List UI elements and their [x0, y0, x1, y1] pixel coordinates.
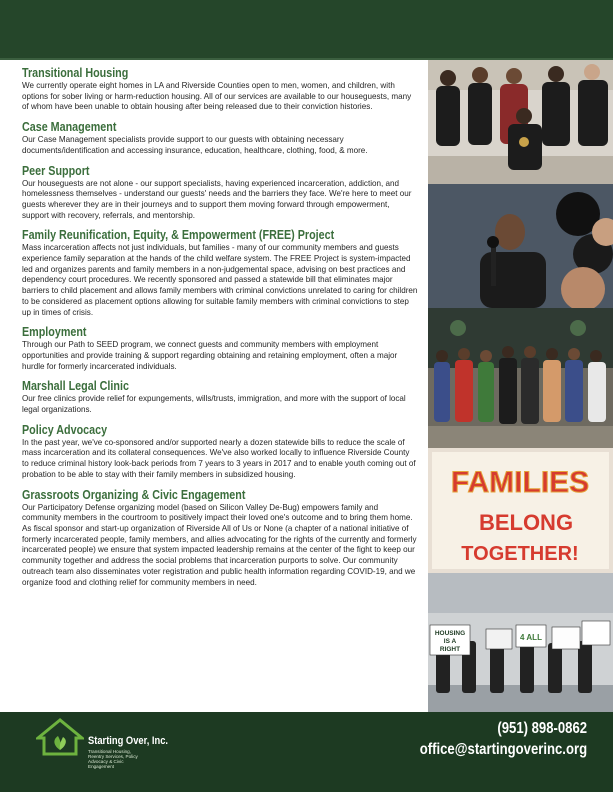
section-body-policy-advocacy: In the past year, we've co-sponsored and/or supported nearly a dozen statewide bills to reduce the scale of mass incarceration and its collateral consequences. We've also worked locally to influence Riverside County to reduce criminal history look-back periods from 7 years to 3 years in 2017 and to enable youth coming out of probation to be able to stay with their family members in subsidized housing. — [22, 437, 416, 479]
speaker-photo — [428, 184, 613, 308]
section-body-employment: Through our Path to SEED program, we connect guests and community members with employment opportunities and provide training & support regarding obtaining and retaining employment, often a major hurdle for formerly incarcerated individuals. — [22, 340, 398, 371]
footer-bar — [0, 0, 613, 58]
photo-column — [428, 60, 613, 712]
rally-photo — [428, 573, 613, 712]
section-title-peer-support: Peer Support — [22, 163, 90, 178]
phone-number[interactable]: (951) 898-0862 — [497, 720, 587, 737]
sign-line-together: TOGETHER! — [461, 543, 579, 565]
group-photo-hoodies — [428, 60, 613, 184]
group-photo-banner — [428, 308, 613, 448]
organization-tagline: Transitional Housing, Reentry Services, Policy Advocacy & Civic Engagement — [88, 749, 138, 769]
sign-line-families: FAMILIES — [450, 466, 590, 499]
section-title-transitional-housing: Transitional Housing — [22, 66, 129, 80]
sign-line-belong: BELONG — [478, 510, 574, 535]
section-title-grassroots-organizing: Grassroots Organizing & Civic Engagement — [22, 487, 246, 502]
section-body-free-project: Mass incarceration affects not just individuals, but families - many of our community members and guests experience family separation at the hands of the child welfare system. The FREE Project is system-impacted led and organizes parents and family members in a non-judgemental space, advising on best practices and dependency court procedures. We recently sponsored and passed a statewide bill that eliminates major barriers to child placement and allows family members with criminal convictions unrelated to caring for children to be considered as placement options allowing for suitable family members with criminal convictions to step up in times of crisis. — [22, 243, 418, 317]
organization-logo — [36, 718, 84, 761]
section-title-employment: Employment — [22, 325, 87, 340]
section-body-grassroots-organizing: Our Participatory Defense organizing model (based on Silicon Valley De-Bug) empowers family and community members in the courtroom to positively impact their loved one's outcome and to bring them home. As fiscal sponsor and start-up organization of Riverside All of Us or None (a chapter of a national initiative of formerly incarcerated people, family members, and allies advocating for the rights of the currently and formerly incarcerated people) we ensure that system impacted leadership remains at the center of the fight to keep our community together and address the social problems that incarceration purports to solve. Our community outreach team also disseminates voter registration and public health information regarding COVID-19, and we organize food and clothing relief for community members in need. — [22, 502, 417, 587]
small-sign-4-all: 4 ALL — [520, 633, 542, 642]
section-title-policy-advocacy: Policy Advocacy — [22, 422, 108, 437]
contact-info — [383, 718, 587, 760]
section-body-legal-clinic: Our free clinics provide relief for expungements, wills/trusts, immigration, and more with the support of local legal organizations. — [22, 394, 406, 415]
section-body-transitional-housing: We currently operate eight homes in LA and Riverside Counties open to men, women, and children, with options for sober living or harm-reduction housing. All of our services are available to our houseguests, many of whom have been unable to obtain housing after being released due to their conviction histories. — [22, 81, 412, 112]
email-address[interactable]: office@startingoverinc.org — [419, 741, 587, 758]
section-title-legal-clinic: Marshall Legal Clinic — [22, 379, 129, 394]
programs-column — [22, 66, 418, 595]
small-sign-right: RIGHT — [439, 646, 461, 653]
organization-name: Starting Over, Inc. — [88, 735, 169, 747]
house-leaf-icon — [36, 718, 84, 756]
section-title-case-management: Case Management — [22, 120, 117, 135]
section-body-case-management: Our Case Management specialists provide support to our guests with obtaining necessary documents/identification and accessing insurance, education, healthcare, clothing, food, & more. — [22, 135, 368, 155]
small-sign-housing: HOUSING — [434, 630, 466, 637]
families-belong-together-sign — [428, 448, 613, 573]
section-title-free-project: Family Reunification, Equity, & Empowerment (FREE) Project — [22, 228, 335, 243]
section-body-peer-support: Our houseguests are not alone - our support specialists, having experienced incarceration, addiction, and homelessness themselves - understand our guests' needs and the barriers they face. We're here to meet our guests wherever they are in their journeys and to support them moving forward through empowerment, support with recovery, referrals, and mentorship. — [22, 178, 412, 220]
small-sign-is-a: IS A — [443, 638, 457, 645]
